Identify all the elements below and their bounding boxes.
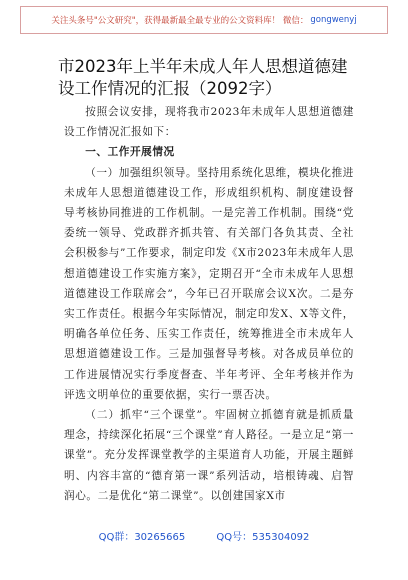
intro-paragraph: 按照会议安排，现将我市2023年未成年人思想道德建设工作情况汇报如下： [64,106,354,139]
qq-number[interactable]: QQ号：535304092 [216,532,310,543]
footer-contact [0,528,408,543]
wechat-id[interactable]: gongwenyj [310,15,357,25]
qq-group[interactable]: QQ群：30265665 [98,532,186,543]
promo-banner [20,6,388,34]
document-title: 市2023年上半年未成人年人思想道德建设工作情况的汇报（2092字） [58,57,348,98]
body-paragraph-1: （一）加强组织领导。坚持用系统化思维，模块化推进未成年人思想道德建设工作，形成组织机构、制度建设督导考核协同推进的工作机制。一是完善工作机制。围绕“党委统一领导、党政群齐抓共管、有关部门各负其责、全社会积极参与”工作要求，制定印发《X市2023年未成年人思想道德建设工作实施方案》，定期召开“全市未成年人思想道德建设工作联席会”，今年已召开联席会议X次。二是夯实工作责任。根据今年实际情况，制定印发X、X等文件，明确各单位任务、压实工作责任，统筹推进全市未成年人思想道德建设工作。三是加强督导考核。对各成员单位的工作进展情况实行季度督查、半年考评、全年考核并作为评选文明单位的重要依据，实行一票否决。 [64,166,354,401]
section-heading: 一、工作开展情况 [85,146,175,159]
document-body [64,102,354,506]
body-paragraph-2: （二）抓牢“三个课堂”。牢固树立抓德育就是抓质量理念，持续深化拓展“三个课堂”育人路径。一是立足“第一课堂”。充分发挥课堂教学的主渠道育人功能，开展主题鲜明、内容丰富的“德育第一课”系列活动，培根铸魂、启智润心。二是优化“第二课堂”。以创建国家X市 [64,409,354,502]
banner-text: 关注头条号"公文研究"，获得最新最全最专业的公文资料库！ 微信： [51,16,309,26]
